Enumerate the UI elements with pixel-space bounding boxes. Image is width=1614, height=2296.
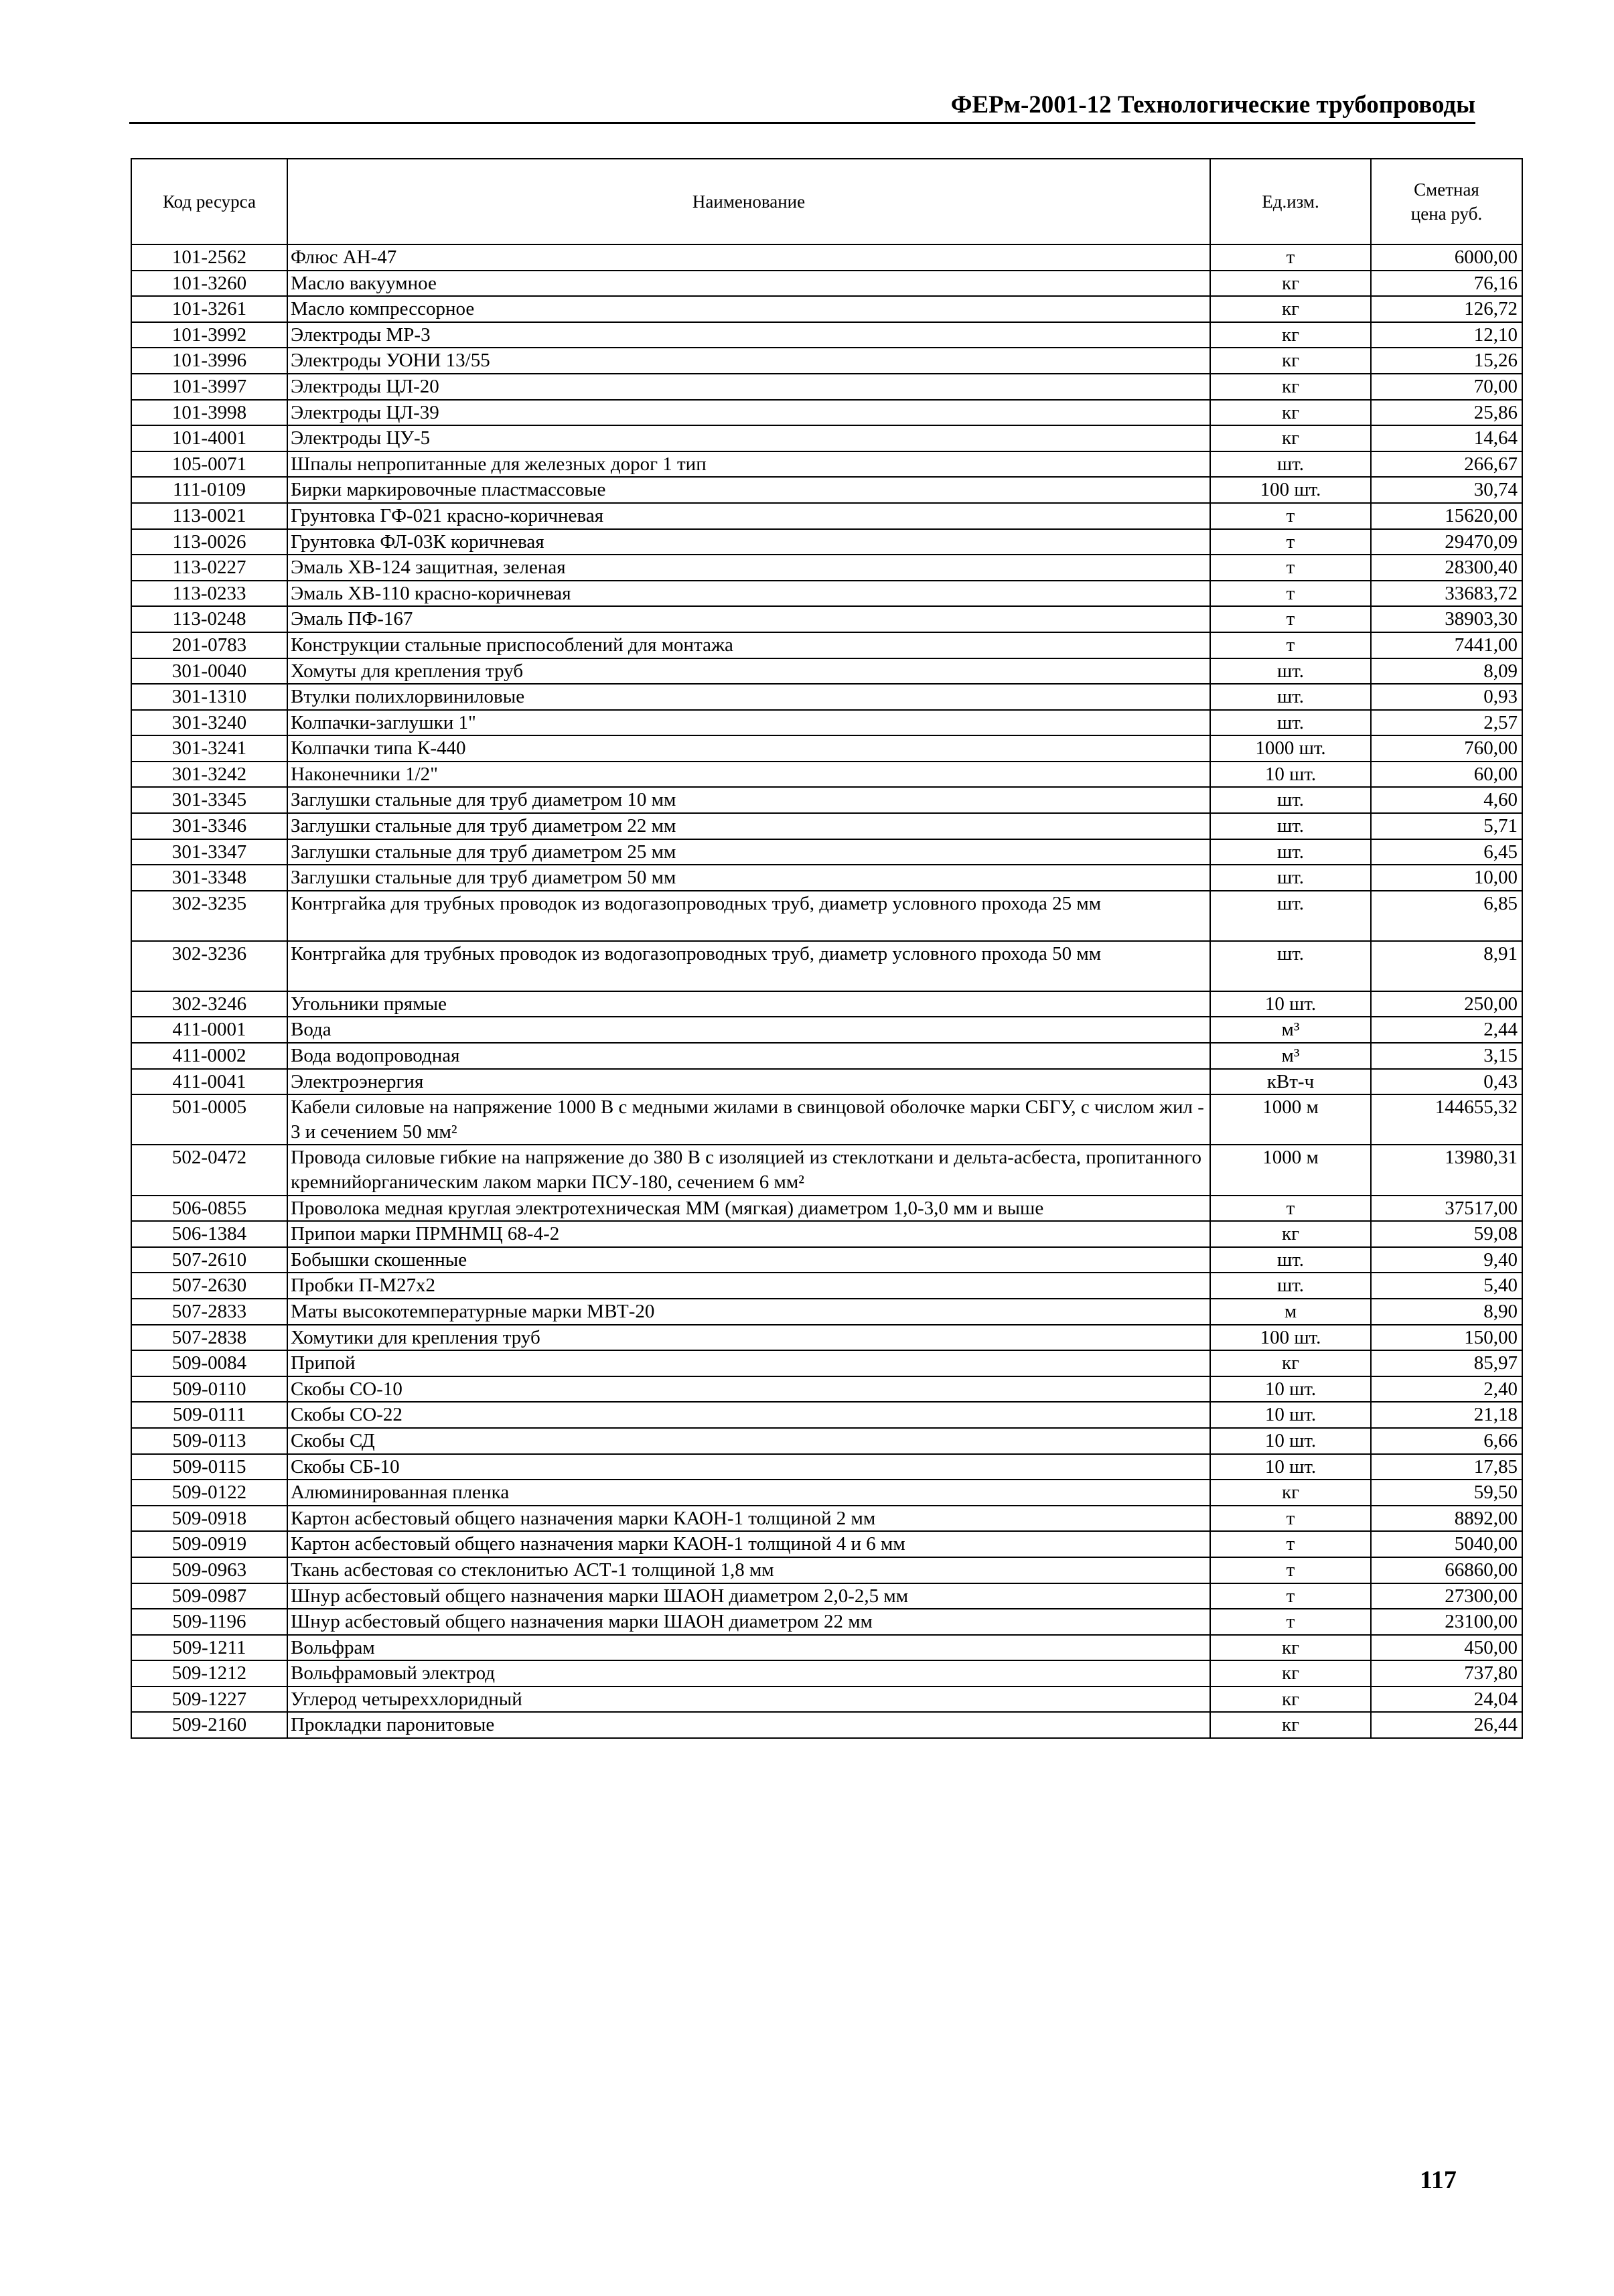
price-cell: 14,64 [1371, 425, 1522, 451]
table-row [131, 1506, 1522, 1532]
resource-name-cell: Контргайка для трубных проводок из водогазопроводных труб, диаметр условного прохода 50 мм [287, 941, 1210, 991]
page-number: 117 [1420, 2166, 1457, 2194]
unit-cell: шт. [1210, 813, 1371, 839]
table-row [131, 244, 1522, 271]
resource-name-cell: Заглушки стальные для труб диаметром 22 мм [287, 813, 1210, 839]
table-row [131, 425, 1522, 451]
table-row [131, 296, 1522, 322]
unit-cell: шт. [1210, 941, 1371, 991]
unit-cell: кг [1210, 1712, 1371, 1738]
unit-cell: 10 шт. [1210, 1454, 1371, 1480]
resource-name-cell: Контргайка для трубных проводок из водогазопроводных труб, диаметр условного прохода 25 мм [287, 891, 1210, 941]
table-row [131, 1043, 1522, 1069]
table-row [131, 632, 1522, 658]
resource-code-cell: 507-2610 [131, 1247, 287, 1273]
unit-cell: т [1210, 1609, 1371, 1635]
unit-cell: кВт-ч [1210, 1069, 1371, 1095]
price-cell: 21,18 [1371, 1402, 1522, 1428]
unit-cell: шт. [1210, 891, 1371, 941]
resource-code-cell: 506-1384 [131, 1221, 287, 1247]
resource-name-cell: Эмаль ХВ-124 защитная, зеленая [287, 555, 1210, 581]
table-row [131, 1660, 1522, 1687]
unit-cell: т [1210, 1196, 1371, 1222]
price-cell: 3,15 [1371, 1043, 1522, 1069]
table-row [131, 1712, 1522, 1738]
price-cell: 6000,00 [1371, 244, 1522, 271]
resource-code-cell: 509-0111 [131, 1402, 287, 1428]
resource-code-cell: 411-0002 [131, 1043, 287, 1069]
unit-cell: 10 шт. [1210, 1428, 1371, 1454]
unit-cell: кг [1210, 1350, 1371, 1376]
table-row [131, 555, 1522, 581]
unit-cell: т [1210, 244, 1371, 271]
resource-name-cell: Колпачки-заглушки 1" [287, 710, 1210, 736]
price-cell: 7441,00 [1371, 632, 1522, 658]
resource-code-cell: 301-3242 [131, 762, 287, 788]
price-cell: 38903,30 [1371, 606, 1522, 632]
price-cell: 15,26 [1371, 348, 1522, 374]
unit-cell: 1000 м [1210, 1145, 1371, 1195]
price-cell: 30,74 [1371, 477, 1522, 503]
table-row [131, 451, 1522, 478]
resource-code-cell: 302-3235 [131, 891, 287, 941]
unit-cell: кг [1210, 374, 1371, 400]
table-row [131, 529, 1522, 555]
resource-code-cell: 101-3261 [131, 296, 287, 322]
resource-code-cell: 113-0026 [131, 529, 287, 555]
price-cell: 59,50 [1371, 1480, 1522, 1506]
price-cell: 24,04 [1371, 1687, 1522, 1713]
unit-cell: кг [1210, 348, 1371, 374]
price-cell: 5040,00 [1371, 1531, 1522, 1557]
resource-name-cell: Заглушки стальные для труб диаметром 50 мм [287, 865, 1210, 891]
resource-name-cell: Шнур асбестовый общего назначения марки ШАОН диаметром 2,0-2,5 мм [287, 1583, 1210, 1609]
price-cell: 37517,00 [1371, 1196, 1522, 1222]
table-row [131, 1247, 1522, 1273]
table-row [131, 710, 1522, 736]
table-row [131, 1299, 1522, 1325]
resource-code-cell: 301-3241 [131, 735, 287, 762]
unit-cell: кг [1210, 1480, 1371, 1506]
resource-code-cell: 301-1310 [131, 684, 287, 710]
price-cell: 28300,40 [1371, 555, 1522, 581]
price-cell: 66860,00 [1371, 1557, 1522, 1583]
resource-code-cell: 101-3998 [131, 400, 287, 426]
unit-cell: 100 шт. [1210, 1325, 1371, 1351]
resource-name-cell: Заглушки стальные для труб диаметром 25 мм [287, 839, 1210, 865]
table-row [131, 1376, 1522, 1403]
unit-cell: шт. [1210, 865, 1371, 891]
table-row [131, 1531, 1522, 1557]
resource-code-cell: 501-0005 [131, 1094, 287, 1145]
unit-cell: т [1210, 503, 1371, 529]
table-row [131, 1454, 1522, 1480]
resource-name-cell: Эмаль ПФ-167 [287, 606, 1210, 632]
resources-table [131, 158, 1523, 1739]
resource-name-cell: Припой [287, 1350, 1210, 1376]
price-cell: 85,97 [1371, 1350, 1522, 1376]
table-row [131, 1557, 1522, 1583]
price-cell: 6,45 [1371, 839, 1522, 865]
resource-name-cell: Электроды ЦЛ-20 [287, 374, 1210, 400]
unit-cell: кг [1210, 425, 1371, 451]
table-row [131, 1635, 1522, 1661]
resource-code-cell: 509-2160 [131, 1712, 287, 1738]
document-title: ФЕРм-2001-12 Технологические трубопроводы [950, 91, 1475, 119]
price-cell: 29470,09 [1371, 529, 1522, 555]
resource-code-cell: 507-2838 [131, 1325, 287, 1351]
table-row [131, 322, 1522, 348]
resource-name-cell: Скобы СО-10 [287, 1376, 1210, 1403]
price-cell: 8892,00 [1371, 1506, 1522, 1532]
resource-name-cell: Пробки П-М27х2 [287, 1273, 1210, 1299]
unit-cell: шт. [1210, 710, 1371, 736]
table-row [131, 271, 1522, 297]
price-cell: 5,71 [1371, 813, 1522, 839]
resource-code-cell: 509-0987 [131, 1583, 287, 1609]
unit-cell: т [1210, 632, 1371, 658]
table-row [131, 1480, 1522, 1506]
price-cell: 27300,00 [1371, 1583, 1522, 1609]
price-cell: 8,90 [1371, 1299, 1522, 1325]
unit-cell: 1000 м [1210, 1094, 1371, 1145]
resource-code-cell: 509-1211 [131, 1635, 287, 1661]
resource-name-cell: Бобышки скошенные [287, 1247, 1210, 1273]
resource-name-cell: Хомутики для крепления труб [287, 1325, 1210, 1351]
resource-code-cell: 113-0227 [131, 555, 287, 581]
table-row [131, 606, 1522, 632]
table-row [131, 891, 1522, 941]
price-cell: 2,40 [1371, 1376, 1522, 1403]
resource-name-cell: Скобы СБ-10 [287, 1454, 1210, 1480]
resource-code-cell: 411-0041 [131, 1069, 287, 1095]
table-row [131, 991, 1522, 1017]
unit-cell: м [1210, 1299, 1371, 1325]
price-cell: 250,00 [1371, 991, 1522, 1017]
resource-name-cell: Угольники прямые [287, 991, 1210, 1017]
unit-cell: шт. [1210, 787, 1371, 813]
resource-code-cell: 509-0918 [131, 1506, 287, 1532]
table-header-row [131, 159, 1522, 244]
unit-cell: м³ [1210, 1043, 1371, 1069]
table-row [131, 1583, 1522, 1609]
table-row [131, 1687, 1522, 1713]
table-row [131, 348, 1522, 374]
table-row [131, 374, 1522, 400]
resource-code-cell: 101-3992 [131, 322, 287, 348]
resource-code-cell: 507-2630 [131, 1273, 287, 1299]
price-cell: 76,16 [1371, 271, 1522, 297]
table-row [131, 477, 1522, 503]
resource-name-cell: Скобы СД [287, 1428, 1210, 1454]
price-cell: 59,08 [1371, 1221, 1522, 1247]
price-cell: 0,43 [1371, 1069, 1522, 1095]
unit-cell: 10 шт. [1210, 1402, 1371, 1428]
resource-name-cell: Заглушки стальные для труб диаметром 10 мм [287, 787, 1210, 813]
price-cell: 13980,31 [1371, 1145, 1522, 1195]
resource-name-cell: Вода водопроводная [287, 1043, 1210, 1069]
price-cell: 17,85 [1371, 1454, 1522, 1480]
price-cell: 266,67 [1371, 451, 1522, 478]
resource-code-cell: 509-0110 [131, 1376, 287, 1403]
price-cell: 2,57 [1371, 710, 1522, 736]
table-row [131, 1069, 1522, 1095]
resource-code-cell: 301-3347 [131, 839, 287, 865]
price-cell: 70,00 [1371, 374, 1522, 400]
resource-code-cell: 301-3240 [131, 710, 287, 736]
resource-code-cell: 101-2562 [131, 244, 287, 271]
unit-cell: кг [1210, 400, 1371, 426]
table-row [131, 813, 1522, 839]
table-row [131, 865, 1522, 891]
unit-cell: шт. [1210, 451, 1371, 478]
resource-code-cell: 509-0115 [131, 1454, 287, 1480]
resource-name-cell: Алюминированная пленка [287, 1480, 1210, 1506]
table-row [131, 1094, 1522, 1145]
resource-code-cell: 301-3346 [131, 813, 287, 839]
unit-cell: кг [1210, 296, 1371, 322]
price-cell: 26,44 [1371, 1712, 1522, 1738]
table-body [131, 244, 1522, 1738]
resource-code-cell: 509-1196 [131, 1609, 287, 1635]
unit-cell: шт. [1210, 839, 1371, 865]
resource-name-cell: Электроэнергия [287, 1069, 1210, 1095]
resource-code-cell: 302-3246 [131, 991, 287, 1017]
price-cell: 5,40 [1371, 1273, 1522, 1299]
unit-cell: 10 шт. [1210, 762, 1371, 788]
price-cell: 6,85 [1371, 891, 1522, 941]
unit-cell: шт. [1210, 1247, 1371, 1273]
resource-code-cell: 507-2833 [131, 1299, 287, 1325]
price-cell: 23100,00 [1371, 1609, 1522, 1635]
price-cell: 9,40 [1371, 1247, 1522, 1273]
resource-code-cell: 101-3260 [131, 271, 287, 297]
resource-name-cell: Картон асбестовый общего назначения марки КАОН-1 толщиной 4 и 6 мм [287, 1531, 1210, 1557]
resource-code-cell: 411-0001 [131, 1017, 287, 1043]
price-cell: 0,93 [1371, 684, 1522, 710]
resource-name-cell: Масло вакуумное [287, 271, 1210, 297]
resource-name-cell: Наконечники 1/2" [287, 762, 1210, 788]
unit-cell: т [1210, 581, 1371, 607]
price-cell: 2,44 [1371, 1017, 1522, 1043]
resource-code-cell: 113-0021 [131, 503, 287, 529]
unit-cell: кг [1210, 271, 1371, 297]
resource-code-cell: 101-3996 [131, 348, 287, 374]
table-row [131, 1221, 1522, 1247]
unit-cell: м³ [1210, 1017, 1371, 1043]
unit-cell: кг [1210, 1221, 1371, 1247]
table-row [131, 941, 1522, 991]
price-cell: 4,60 [1371, 787, 1522, 813]
table-row [131, 581, 1522, 607]
resource-name-cell: Вода [287, 1017, 1210, 1043]
unit-cell: кг [1210, 322, 1371, 348]
column-header-price: Сметная цена руб. [1371, 159, 1522, 244]
price-cell: 144655,32 [1371, 1094, 1522, 1145]
unit-cell: 10 шт. [1210, 1376, 1371, 1403]
unit-cell: шт. [1210, 1273, 1371, 1299]
resource-name-cell: Картон асбестовый общего назначения марки КАОН-1 толщиной 2 мм [287, 1506, 1210, 1532]
resource-name-cell: Электроды ЦЛ-39 [287, 400, 1210, 426]
resource-name-cell: Электроды УОНИ 13/55 [287, 348, 1210, 374]
resource-name-cell: Припои марки ПРМНМЦ 68-4-2 [287, 1221, 1210, 1247]
resource-code-cell: 302-3236 [131, 941, 287, 991]
resource-name-cell: Вольфрам [287, 1635, 1210, 1661]
resource-code-cell: 506-0855 [131, 1196, 287, 1222]
resource-code-cell: 502-0472 [131, 1145, 287, 1195]
unit-cell: шт. [1210, 684, 1371, 710]
resource-code-cell: 301-3348 [131, 865, 287, 891]
column-header-unit: Ед.изм. [1210, 159, 1371, 244]
resource-name-cell: Хомуты для крепления труб [287, 658, 1210, 685]
resource-name-cell: Скобы СО-22 [287, 1402, 1210, 1428]
unit-cell: т [1210, 1583, 1371, 1609]
resource-name-cell: Колпачки типа К-440 [287, 735, 1210, 762]
unit-cell: т [1210, 555, 1371, 581]
resource-name-cell: Электроды МР-3 [287, 322, 1210, 348]
price-cell: 450,00 [1371, 1635, 1522, 1661]
table-row [131, 658, 1522, 685]
resource-name-cell: Шпалы непропитанные для железных дорог 1 тип [287, 451, 1210, 478]
resource-name-cell: Бирки маркировочные пластмассовые [287, 477, 1210, 503]
table-row [131, 684, 1522, 710]
price-cell: 12,10 [1371, 322, 1522, 348]
resource-code-cell: 113-0248 [131, 606, 287, 632]
column-header-code: Код ресурса [131, 159, 287, 244]
unit-cell: кг [1210, 1660, 1371, 1687]
resource-code-cell: 509-1212 [131, 1660, 287, 1687]
resource-code-cell: 301-3345 [131, 787, 287, 813]
unit-cell: т [1210, 606, 1371, 632]
price-cell: 33683,72 [1371, 581, 1522, 607]
table-row [131, 839, 1522, 865]
resource-code-cell: 509-0919 [131, 1531, 287, 1557]
resource-name-cell: Проволока медная круглая электротехническая ММ (мягкая) диаметром 1,0-3,0 мм и выше [287, 1196, 1210, 1222]
table-row [131, 1017, 1522, 1043]
price-cell: 8,91 [1371, 941, 1522, 991]
unit-cell: 100 шт. [1210, 477, 1371, 503]
table-row [131, 1145, 1522, 1195]
table-row [131, 787, 1522, 813]
table-row [131, 503, 1522, 529]
resource-code-cell: 105-0071 [131, 451, 287, 478]
resource-name-cell: Прокладки паронитовые [287, 1712, 1210, 1738]
unit-cell: 1000 шт. [1210, 735, 1371, 762]
unit-cell: т [1210, 1506, 1371, 1532]
table-row [131, 1402, 1522, 1428]
resource-code-cell: 111-0109 [131, 477, 287, 503]
unit-cell: т [1210, 1557, 1371, 1583]
table-row [131, 735, 1522, 762]
price-cell: 126,72 [1371, 296, 1522, 322]
resource-name-cell: Флюс АН-47 [287, 244, 1210, 271]
price-cell: 25,86 [1371, 400, 1522, 426]
resource-name-cell: Вольфрамовый электрод [287, 1660, 1210, 1687]
resource-code-cell: 509-1227 [131, 1687, 287, 1713]
resource-code-cell: 201-0783 [131, 632, 287, 658]
column-header-name: Наименование [287, 159, 1210, 244]
resource-name-cell: Провода силовые гибкие на напряжение до 380 В с изоляцией из стеклоткани и дельта-асбеста, пропитанного кремнийорганическим лаком марки ПСУ-180, сечением 6 мм² [287, 1145, 1210, 1195]
resource-code-cell: 509-0113 [131, 1428, 287, 1454]
price-cell: 737,80 [1371, 1660, 1522, 1687]
resource-name-cell: Эмаль ХВ-110 красно-коричневая [287, 581, 1210, 607]
resource-code-cell: 101-3997 [131, 374, 287, 400]
unit-cell: шт. [1210, 658, 1371, 685]
table-row [131, 1428, 1522, 1454]
table-row [131, 762, 1522, 788]
resource-code-cell: 301-0040 [131, 658, 287, 685]
resource-code-cell: 101-4001 [131, 425, 287, 451]
table-row [131, 1350, 1522, 1376]
price-cell: 15620,00 [1371, 503, 1522, 529]
unit-cell: кг [1210, 1635, 1371, 1661]
unit-cell: кг [1210, 1687, 1371, 1713]
price-cell: 150,00 [1371, 1325, 1522, 1351]
resource-name-cell: Масло компрессорное [287, 296, 1210, 322]
resource-name-cell: Углерод четыреххлоридный [287, 1687, 1210, 1713]
resource-name-cell: Электроды ЦУ-5 [287, 425, 1210, 451]
price-cell: 8,09 [1371, 658, 1522, 685]
resource-name-cell: Шнур асбестовый общего назначения марки ШАОН диаметром 22 мм [287, 1609, 1210, 1635]
resource-name-cell: Ткань асбестовая со стеклонитью АСТ-1 толщиной 1,8 мм [287, 1557, 1210, 1583]
unit-cell: 10 шт. [1210, 991, 1371, 1017]
table-row [131, 1273, 1522, 1299]
resource-name-cell: Конструкции стальные приспособлений для монтажа [287, 632, 1210, 658]
unit-cell: т [1210, 1531, 1371, 1557]
resource-code-cell: 509-0084 [131, 1350, 287, 1376]
resource-name-cell: Грунтовка ФЛ-03К коричневая [287, 529, 1210, 555]
table-row [131, 1196, 1522, 1222]
resource-code-cell: 113-0233 [131, 581, 287, 607]
unit-cell: т [1210, 529, 1371, 555]
price-cell: 10,00 [1371, 865, 1522, 891]
resource-name-cell: Кабели силовые на напряжение 1000 В с медными жилами в свинцовой оболочке марки СБГУ, с числом жил - 3 и сечением 50 мм² [287, 1094, 1210, 1145]
resource-name-cell: Маты высокотемпературные марки МВТ-20 [287, 1299, 1210, 1325]
table-row [131, 1609, 1522, 1635]
table-row [131, 400, 1522, 426]
resource-code-cell: 509-0963 [131, 1557, 287, 1583]
resource-name-cell: Втулки полихлорвиниловые [287, 684, 1210, 710]
price-cell: 60,00 [1371, 762, 1522, 788]
price-cell: 6,66 [1371, 1428, 1522, 1454]
resource-name-cell: Грунтовка ГФ-021 красно-коричневая [287, 503, 1210, 529]
price-cell: 760,00 [1371, 735, 1522, 762]
table-row [131, 1325, 1522, 1351]
resource-code-cell: 509-0122 [131, 1480, 287, 1506]
page-header [129, 92, 1475, 124]
